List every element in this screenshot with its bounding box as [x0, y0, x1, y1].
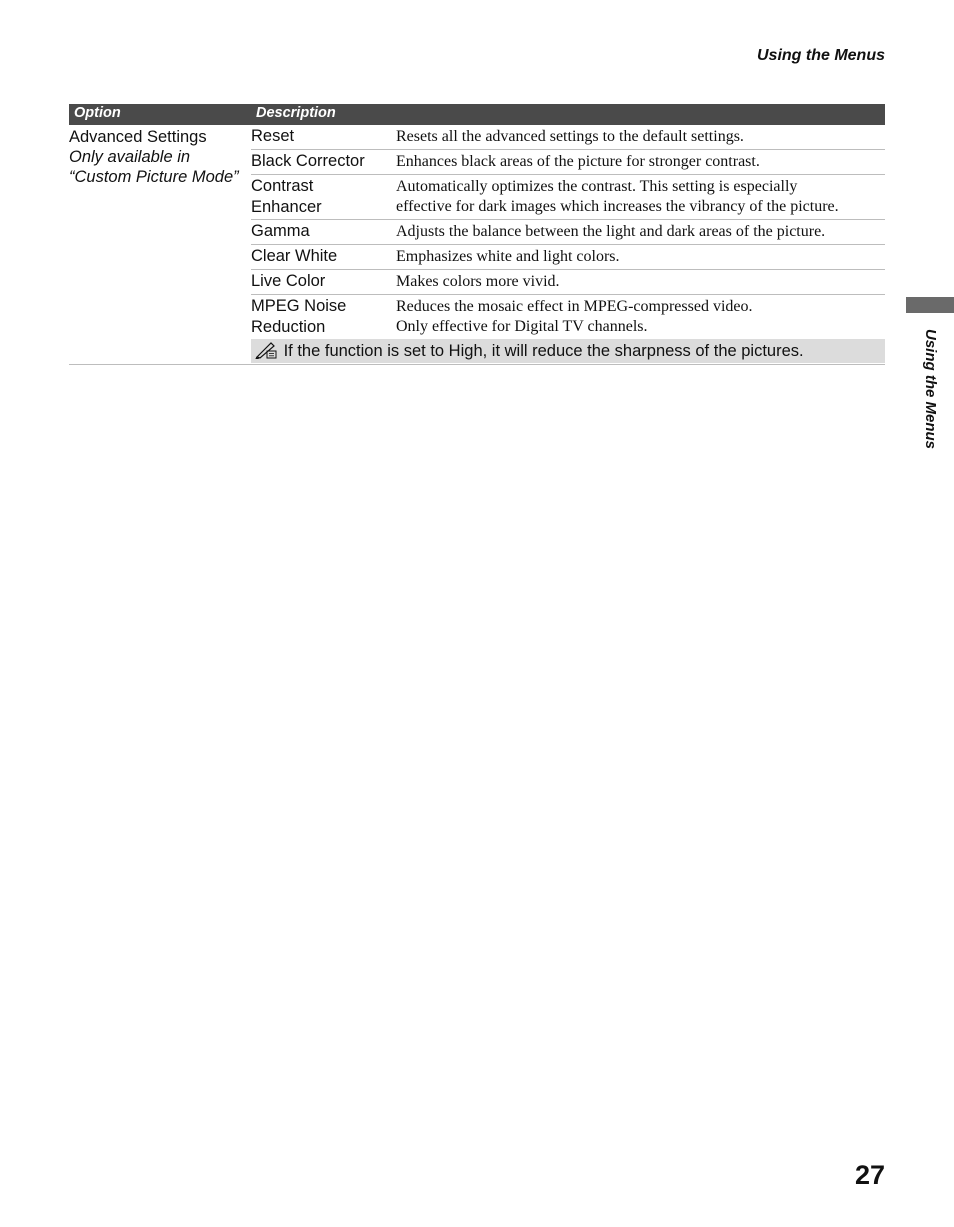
setting-description-line: Resets all the advanced settings to the default settings. — [396, 128, 744, 145]
setting-name-line: Enhancer — [251, 198, 322, 216]
page-number: 27 — [854, 1160, 885, 1190]
setting-name — [251, 270, 391, 292]
table-row — [251, 150, 885, 175]
section-tab-marker — [906, 297, 954, 313]
setting-name-line: MPEG Noise — [251, 297, 347, 315]
column-header-option: Option — [74, 105, 121, 121]
setting-name — [251, 125, 391, 147]
option-availability-mode: “Custom Picture Mode” — [69, 168, 239, 186]
advanced-settings-table — [69, 104, 885, 365]
setting-description — [396, 270, 885, 292]
pencil-note-icon — [255, 341, 279, 359]
setting-name-line: Reset — [251, 127, 295, 145]
table-row — [251, 220, 885, 245]
setting-description-line: effective for dark images which increases the vibrancy of the picture. — [396, 198, 839, 215]
column-header-description: Description — [256, 105, 336, 121]
setting-name — [251, 220, 391, 242]
setting-name-line: Contrast — [251, 177, 314, 195]
table-row — [251, 175, 885, 220]
option-name: Advanced Settings — [69, 128, 207, 146]
table-row — [251, 245, 885, 270]
setting-name-line: Live Color — [251, 272, 326, 290]
setting-description — [396, 150, 885, 172]
setting-name — [251, 150, 391, 172]
note-text: If the function is set to High, it will reduce the sharpness of the pictures. — [283, 342, 804, 360]
setting-description-line: Adjusts the balance between the light and dark areas of the picture. — [396, 223, 826, 240]
setting-name-line: Black Corrector — [251, 152, 365, 170]
setting-name-line: Clear White — [251, 247, 338, 265]
setting-description-line: Automatically optimizes the contrast. This setting is especially — [396, 178, 798, 195]
setting-description — [396, 245, 885, 267]
setting-description-line: Only effective for Digital TV channels. — [396, 318, 648, 335]
note-row — [251, 339, 885, 363]
table-row — [251, 270, 885, 295]
setting-description — [396, 220, 885, 242]
setting-name — [251, 245, 391, 267]
setting-name-line: Reduction — [251, 318, 326, 336]
setting-rows — [251, 125, 885, 339]
setting-name — [251, 175, 391, 218]
table-header — [69, 104, 885, 125]
option-cell — [69, 127, 251, 187]
setting-description — [396, 175, 885, 217]
setting-name — [251, 295, 391, 338]
setting-description-line: Makes colors more vivid. — [396, 273, 560, 290]
table-body — [69, 125, 885, 365]
running-head: Using the Menus — [756, 47, 885, 64]
setting-name-line: Gamma — [251, 222, 310, 240]
setting-description-line: Emphasizes white and light colors. — [396, 248, 620, 265]
setting-description — [396, 125, 885, 147]
setting-description-line: Reduces the mosaic effect in MPEG-compressed video. — [396, 298, 753, 315]
setting-description — [396, 295, 885, 337]
table-row — [251, 295, 885, 339]
option-availability-note: Only available in — [69, 148, 191, 166]
table-row — [251, 125, 885, 150]
section-tab-label: Using the Menus — [922, 329, 939, 450]
setting-description-line: Enhances black areas of the picture for stronger contrast. — [396, 153, 760, 170]
